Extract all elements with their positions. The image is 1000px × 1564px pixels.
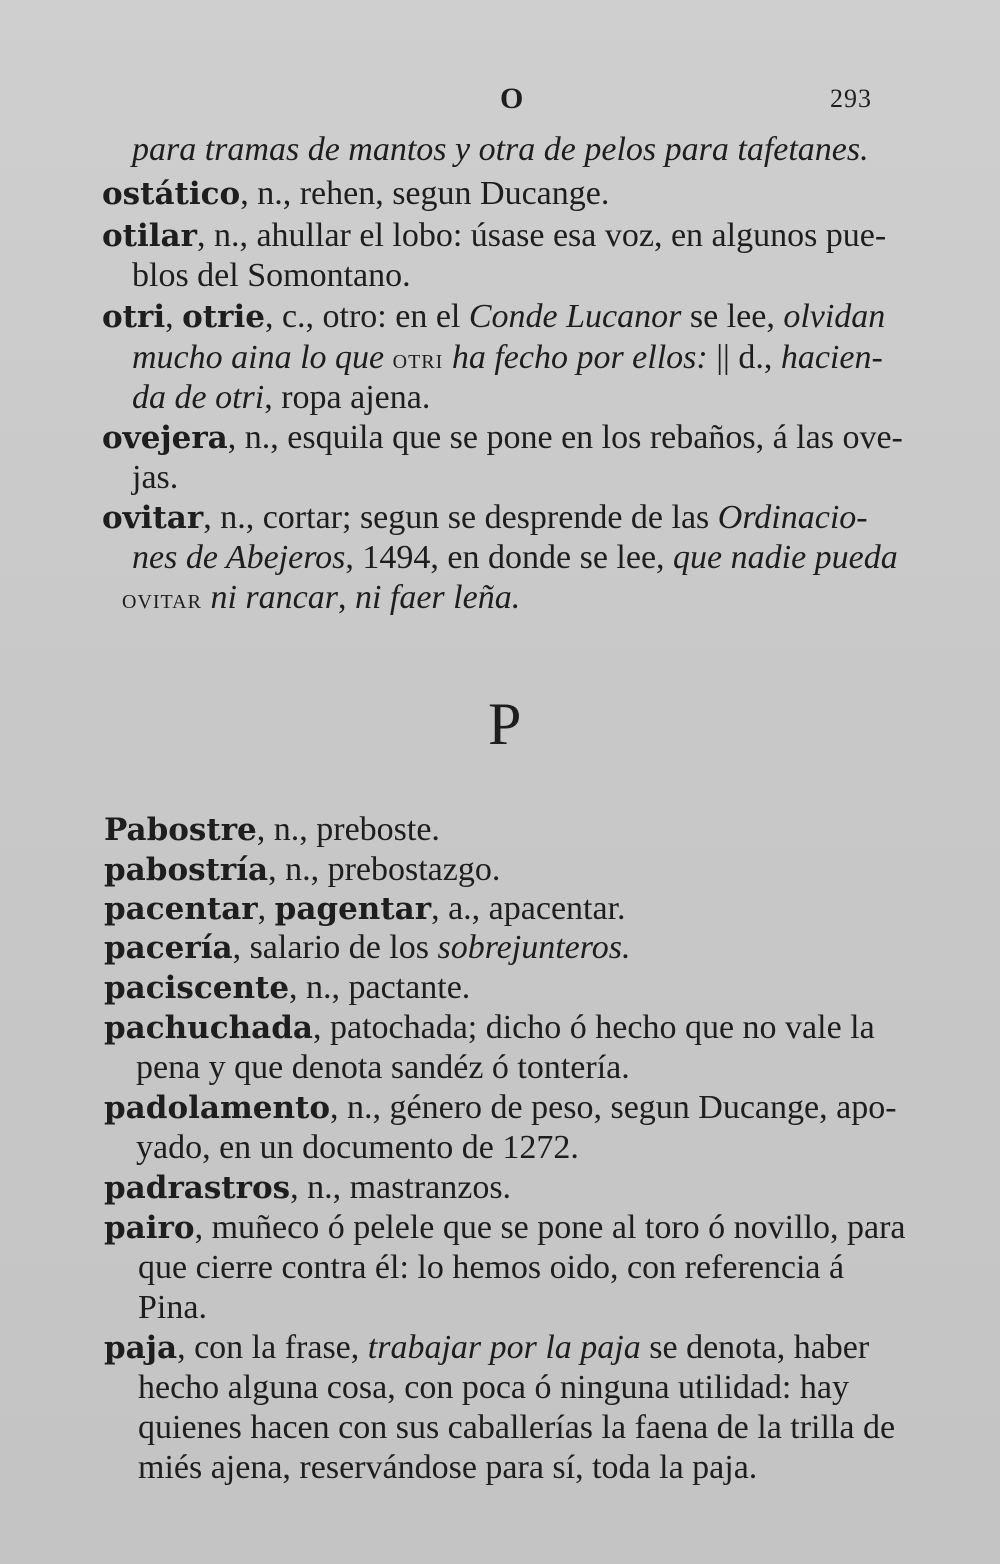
headword: ovitar [102, 500, 204, 536]
headword-variant: otrie [182, 299, 265, 335]
definition: , n., preboste. [256, 811, 440, 848]
entry-padolamento-cont [136, 1128, 579, 1168]
definition-cont: blos del Somontano. [132, 257, 411, 294]
small-caps-text: otri [392, 344, 444, 375]
definition: , n., prebostazgo. [268, 851, 501, 888]
entry-padolamento [104, 1088, 897, 1128]
definition: , n., ahullar el lobo: úsase esa voz, en algunos pue- [196, 217, 887, 254]
entry-otri [102, 297, 885, 337]
separator: , [165, 298, 183, 335]
entry-pairo-cont [138, 1248, 844, 1288]
definition-cont: yado, en un documento de 1272. [136, 1129, 579, 1166]
entry-paja-cont3 [138, 1448, 757, 1488]
italic-text: nes de Abejeros [132, 539, 346, 576]
entry-pacentar [104, 889, 626, 929]
italic-text: que nadie pueda [673, 539, 898, 576]
definition: , [337, 579, 355, 616]
definition-cont: pena y que denota sandéz ó tontería. [136, 1049, 630, 1086]
italic-text: sobrejunteros. [437, 929, 631, 966]
entry-paja [104, 1328, 869, 1368]
definition: , n., mastranzos. [290, 1169, 512, 1206]
headword: Pabostre [104, 812, 257, 848]
italic-text: Ordinacio- [717, 499, 868, 536]
entry-pabostre [104, 810, 440, 850]
definition: || d., [707, 339, 781, 376]
italic-text: Conde Lucanor [468, 298, 682, 335]
entry-ostatico [102, 174, 609, 214]
entry-ovejera-cont [132, 458, 178, 498]
running-head-letter: O [500, 82, 524, 115]
definition-cont: quienes hacen con sus caballerías la faena de la trilla de [138, 1409, 896, 1446]
headword: padrastros [104, 1170, 291, 1206]
entry-padrastros [104, 1168, 511, 1208]
headword: otri [102, 299, 166, 335]
definition-cont: Pina. [138, 1289, 207, 1326]
definition: , a., apacentar. [431, 890, 626, 927]
entry-pairo-cont2 [138, 1288, 207, 1328]
definition: , n., rehen, segun Ducange. [240, 175, 610, 212]
entry-otilar-cont [132, 256, 411, 296]
entry-continuation-line [132, 130, 869, 170]
definition-cont: jas. [132, 459, 179, 496]
entry-otilar [102, 216, 886, 256]
entry-ovitar-cont [132, 538, 898, 578]
definition: , n., género de peso, segun Ducange, apo- [330, 1089, 897, 1126]
headword: ostático [102, 176, 241, 212]
definition: , muñeco ó pelele que se pone al toro ó novillo, para [194, 1209, 906, 1246]
definition: , patochada; dicho ó hecho que no vale la [312, 1009, 875, 1046]
definition: , salario de los [232, 929, 438, 966]
headword: pabostría [104, 852, 269, 888]
page-number: 293 [830, 84, 872, 113]
italic-text: mucho aina lo que [132, 339, 393, 376]
small-caps-text: ovitar [122, 584, 202, 615]
entry-pachuchada-cont [136, 1048, 630, 1088]
headword: pacentar [104, 891, 258, 927]
entry-paja-cont [138, 1368, 849, 1408]
entry-pairo [104, 1208, 906, 1248]
definition: se denota, haber [640, 1329, 870, 1366]
section-heading-p: P [488, 691, 522, 757]
definition: , c., otro: en el [264, 298, 469, 335]
entry-paja-cont2 [138, 1408, 895, 1448]
headword: paja [104, 1330, 178, 1366]
definition-cont: miés ajena, reservándose para sí, toda la paja. [138, 1449, 758, 1486]
italic-text: hacien- [780, 339, 883, 376]
definition: , con la frase, [177, 1329, 368, 1366]
definition: , ropa ajena. [264, 379, 431, 416]
entry-ovitar [102, 498, 868, 538]
entry-pabostria [104, 850, 500, 890]
entry-paciscente [104, 968, 470, 1008]
italic-text: ni faer leña. [354, 579, 521, 616]
italic-text: trabajar por la paja [367, 1329, 641, 1366]
definition-cont: que cierre contra él: lo hemos oido, con referencia á [138, 1249, 845, 1286]
entry-otri-cont [132, 338, 883, 380]
headword-variant: pagentar [274, 891, 432, 927]
definition: , 1494, en donde se lee, [345, 539, 674, 576]
italic-text: ni rancar [201, 579, 338, 616]
italic-text: olvidan [783, 298, 886, 335]
definition: se lee, [681, 298, 784, 335]
entry-paceria [104, 928, 630, 968]
headword: pachuchada [104, 1010, 313, 1046]
italic-text: para tramas de mantos y otra de pelos para tafetanes. [132, 131, 869, 168]
headword: padolamento [104, 1090, 331, 1126]
headword: ovejera [102, 420, 228, 456]
entry-pachuchada [104, 1008, 875, 1048]
italic-text: da de otri [132, 379, 265, 416]
entry-ovejera [102, 418, 903, 458]
entry-ovitar-cont2 [122, 578, 520, 620]
definition: , n., cortar; segun se desprende de las [203, 499, 718, 536]
definition: , n., esquila que se pone en los rebaños, á las ove- [227, 419, 903, 456]
headword: otilar [102, 218, 197, 254]
entry-otri-cont2 [132, 378, 430, 418]
headword: pacería [104, 930, 233, 966]
separator: , [257, 890, 275, 927]
headword: pairo [104, 1210, 195, 1246]
definition-cont: hecho alguna cosa, con poca ó ninguna utilidad: hay [138, 1369, 849, 1406]
italic-text: ha fecho por ellos: [443, 339, 708, 376]
headword: paciscente [104, 970, 290, 1006]
definition: , n., pactante. [289, 969, 471, 1006]
